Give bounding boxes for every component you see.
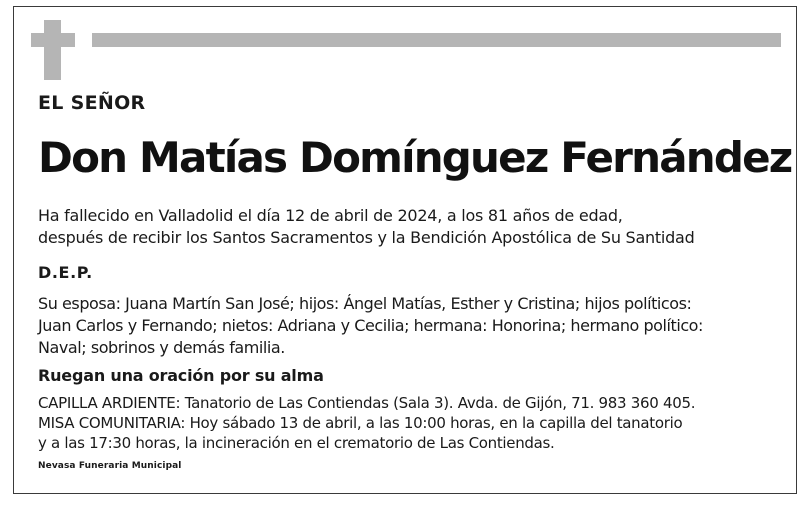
heading: EL SEÑOR xyxy=(38,92,146,114)
details-line: y a las 17:30 horas, la incineración en el crematorio de Las Contiendas. xyxy=(38,434,555,452)
family-paragraph xyxy=(38,293,703,359)
funeral-home-credit: Nevasa Funeraria Municipal xyxy=(38,461,182,471)
details-line: CAPILLA ARDIENTE: Tanatorio de Las Contiendas (Sala 3). Avda. de Gijón, 71. 983 360 405. xyxy=(38,394,696,412)
family-line: Naval; sobrinos y demás familia. xyxy=(38,338,285,357)
announcement-paragraph xyxy=(38,205,694,249)
prayer-request: Ruegan una oración por su alma xyxy=(38,366,324,385)
header-rule xyxy=(92,33,781,47)
dep-label: D.E.P. xyxy=(38,263,93,282)
announcement-line: después de recibir los Santos Sacramentos y la Bendición Apostólica de Su Santidad xyxy=(38,228,695,247)
details-paragraph xyxy=(38,393,695,453)
announcement-line: Ha fallecido en Valladolid el día 12 de abril de 2024, a los 81 años de edad, xyxy=(38,206,623,225)
family-line: Su esposa: Juana Martín San José; hijos: Ángel Matías, Esther y Cristina; hijos políticos: xyxy=(38,294,692,313)
cross-icon-vertical xyxy=(44,20,61,80)
details-line: MISA COMUNITARIA: Hoy sábado 13 de abril, a las 10:00 horas, en la capilla del tanatorio xyxy=(38,414,683,432)
family-line: Juan Carlos y Fernando; nietos: Adriana y Cecilia; hermana: Honorina; hermano político: xyxy=(38,316,703,335)
cross-icon-horizontal xyxy=(31,33,75,47)
deceased-name: Don Matías Domínguez Fernández xyxy=(38,133,792,182)
